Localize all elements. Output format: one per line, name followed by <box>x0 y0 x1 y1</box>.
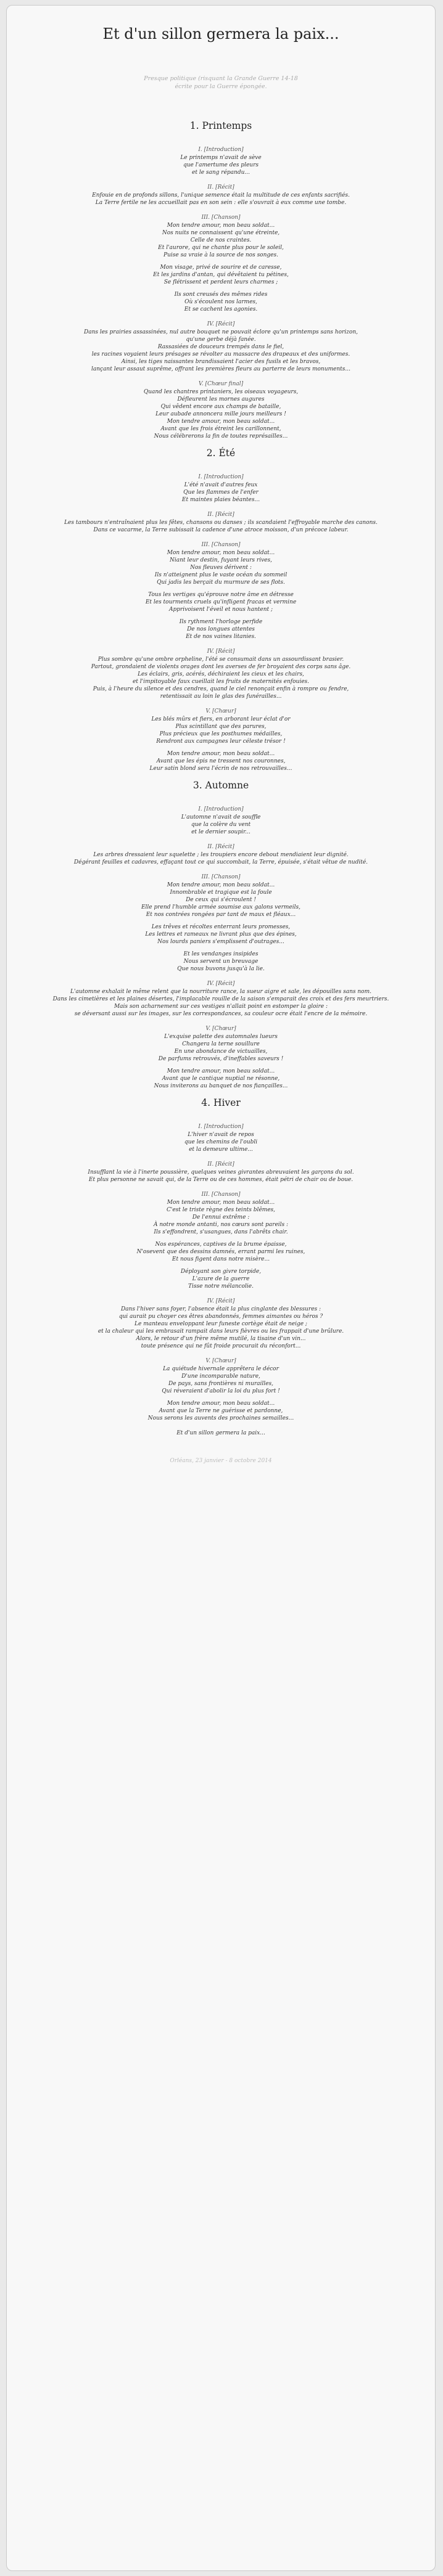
verse-line: L'automne exhalait le même relent que la nourriture rance, la sueur aigre et sale, les dépouilles sans nom. <box>70 989 371 995</box>
stanza-label: II. [Récit] <box>207 844 234 850</box>
verse-line: Ils rythment l'horloge perfide <box>179 619 263 625</box>
verse-line: N'osevent que des dessins damnés, errant parmi les ruines, <box>136 1249 305 1255</box>
verse-line: Déployant son givre torpide, <box>180 1269 262 1275</box>
verse-line: Nous inviterons au banquet de nos fiançailles... <box>154 1083 288 1089</box>
verse-line: Nous servent un breuvage <box>183 959 259 965</box>
stanza-label: IV. [Récit] <box>207 1298 235 1304</box>
verse-line: C'est le triste règne des teints blêmes, <box>166 1207 276 1213</box>
verse-line: Où s'écoulent nos larmes, <box>184 299 257 305</box>
verse-line: Apprivoisent l'éveil et nous hantent ; <box>168 607 273 613</box>
verse-line: Nos nuits ne connaissent qu'une étreinte, <box>162 230 280 236</box>
verse-line: Qui réveraient d'abolir la loi du plus fort ! <box>162 1388 280 1394</box>
verse-line: L'exquise palette des automnales lueurs <box>164 1034 278 1040</box>
stanza-gap <box>20 1395 421 1400</box>
verse-line: Les lettres et rameaux ne livrant plus que des épines, <box>145 931 297 938</box>
verse-line: lançant leur assaut suprême, offrant les premières fleurs au parterre de leurs monuments... <box>91 366 351 372</box>
stanza <box>20 1429 421 1437</box>
verse-line: Les trêves et récoltes enterrant leurs promesses, <box>151 924 291 930</box>
stanza-gap <box>20 613 421 618</box>
verse-line: Enfouie en de profonds sillons, l'unique semence était la multitude de ces enfants sacrifiés. <box>92 192 350 198</box>
stanza-label: IV. [Récit] <box>207 981 235 987</box>
stanza-gap <box>20 586 421 591</box>
verse-line: et le dernier soupir... <box>191 829 250 835</box>
verse-line: et la chaleur qui les embrasait rampait dans leurs fièvres ou les frappait d'une brûlure. <box>97 1328 344 1335</box>
verse-line: De parfums retrouvés, d'ineffables saveurs ! <box>158 1056 284 1062</box>
season-section <box>20 1097 421 1437</box>
verse-line: Innombrable et tragique est la foule <box>170 889 272 896</box>
stanza-label: II. [Récit] <box>207 512 234 518</box>
verse-line: Plus scintillant que des parures, <box>175 724 267 730</box>
stanza-label: III. [Chanson] <box>201 542 241 548</box>
verse-line: Insufflant la vie à l'inerte poussière, quelques veines givrantes abreuvaient les garçons du sol. <box>88 1169 354 1176</box>
verse-line: que la colère du vent <box>191 822 251 828</box>
stanza-label: I. [Introduction] <box>198 1124 244 1130</box>
verse-line: De ceux qui s'écroulent ! <box>186 897 256 903</box>
verse-line: Qui vêdent encore aux champs de bataille, <box>160 404 281 410</box>
verse-line: Partout, grondaient de violents orages dont les averses de fer broyaient des corps sans âge. <box>91 664 351 670</box>
verse-line: L'automne n'avait de souffle <box>181 814 261 820</box>
stanza <box>20 1191 421 1290</box>
verse-line: Qui jadis les berçait du murmure de ses flots. <box>157 579 285 586</box>
verse-line: L'été n'avait d'autres feux <box>184 482 258 488</box>
verse-line: et l'impitoyable faux cueillait les fruits de maternités enfouies. <box>132 679 310 685</box>
poem-sections <box>20 120 421 1437</box>
stanza-gap <box>20 918 421 923</box>
section-title: 2. Été <box>206 448 236 459</box>
verse-line: Ils n'atteignent plus le vaste océan du sommeil <box>154 572 288 578</box>
verse-line: Mon tendre amour, mon beau soldat... <box>167 1200 275 1206</box>
verse-line: De l'ennui extrême : <box>192 1214 250 1221</box>
verse-line: Mon tendre amour, mon beau soldat... <box>167 1068 275 1074</box>
verse-line: Les blés mûrs et fiers, en arborant leur éclat d'or <box>151 716 291 722</box>
verse-line: L'azure de la guerre <box>192 1276 250 1282</box>
verse-line: Avant que le cantique nuptial ne résonne, <box>162 1076 280 1082</box>
verse-line: Dans les prairies assassinées, nul autre bouquet ne pouvait éclore qu'un printemps sans horizon, <box>84 329 358 335</box>
stanza <box>20 321 421 373</box>
verse-line: Avant que les épis ne tressent nos couronnes, <box>156 758 286 764</box>
verse-line: Changera la terne souillure <box>182 1041 260 1047</box>
section-title: 4. Hiver <box>201 1097 241 1108</box>
verse-line: Se flétrissent et perdent leurs charmes ; <box>164 279 278 285</box>
stanza-gap <box>20 1263 421 1268</box>
verse-line: Et plus personne ne savait qui, de la Terre ou de ces hommes, était pétri de chair ou de boue. <box>88 1177 354 1183</box>
verse-line: Le manteau enveloppant leur funeste cortège était de neige ; <box>135 1321 307 1327</box>
poem-title: Et d'un sillon germera la paix... <box>102 25 339 43</box>
stanza <box>20 146 421 176</box>
stanza <box>20 1123 421 1153</box>
stanza-label: II. [Récit] <box>207 184 234 190</box>
verse-line: Et maintes plaies béantes... <box>181 497 260 503</box>
stanza-label: IV. [Récit] <box>207 321 235 327</box>
verse-line: Les arbres dressaient leur squelette ; les troupiers encore debout mendiaient leur dignité. <box>93 852 349 858</box>
verse-line: Et d'un sillon germera la paix... <box>176 1430 265 1436</box>
stanza <box>20 380 421 440</box>
stanza-gap <box>20 259 421 264</box>
verse-line: Puise sa vraie à la source de nos songes. <box>164 252 278 258</box>
verse-line: Dans les cimetières et les plaines désertes, l'implacable rouille de la saison s'emparait des croix et des fers meurtriers. <box>52 996 389 1002</box>
section-title: 3. Automne <box>193 780 249 791</box>
verse-line: Nous célébrerons la fin de toutes représailles... <box>154 433 288 440</box>
verse-line: Et nous figent dans notre misère... <box>172 1256 270 1262</box>
verse-line: De pays, sans frontières ni murailles, <box>168 1381 273 1387</box>
verse-line: Niant leur destin, fuyant leurs rives, <box>170 557 272 563</box>
verse-line: La Terre fertile ne les accueillait pas en son sein : elle s'ouvrait à eux comme une tombe. <box>95 200 347 206</box>
stanza <box>20 843 421 866</box>
stanza <box>20 541 421 640</box>
stanza <box>20 511 421 534</box>
verse-line: À notre monde antanti, nos cœurs sont pareils : <box>153 1222 289 1228</box>
subtitle-line: écrite pour la Guerre épongée. <box>175 83 267 90</box>
stanza <box>20 873 421 973</box>
verse-line: La quiétude hivernale apprêtera le décor <box>163 1366 279 1372</box>
stanza-label: V. [Chœur] <box>205 1358 236 1364</box>
poem-content <box>20 25 421 1464</box>
season-section <box>20 120 421 440</box>
stanza-label: III. [Chanson] <box>201 215 241 221</box>
verse-line: se déversant aussi sur les images, sur les correspondances, sa couleur ocre était l'encre de la mémoire. <box>74 1011 368 1017</box>
verse-line: Et se cachent les agonies. <box>184 306 258 313</box>
verse-line: Plus sombre qu'une ombre orpheline, l'été se consumait dans un assourdissant brasier. <box>97 656 344 663</box>
verse-line: Dans ce vacarme, la Terre subissait la cadence d'une atroce moisson, d'un précoce labeur. <box>93 527 349 533</box>
verse-line: Et nos contrées rongées par tant de maux et fléaux... <box>146 912 296 918</box>
season-section <box>20 780 421 1090</box>
verse-line: Avant que la Terre ne guérisse et pardonne, <box>159 1408 283 1414</box>
verse-line: Et les jardins d'antan, qui dévêtaient tu pétines, <box>153 272 289 278</box>
verse-line: Dans l'hiver sans foyer, l'absence était la plus cinglante des blessures : <box>120 1306 321 1312</box>
stanza-gap <box>20 1236 421 1241</box>
verse-line: Nos fleuves dérivent : <box>190 565 252 571</box>
verse-line: Alors, le retour d'un frère même mutilé, la tisaine d'un vin... <box>136 1336 306 1342</box>
verse-line: Celle de nos craintes. <box>190 237 252 243</box>
poem-footer: Orléans, 23 janvier - 8 octobre 2014 <box>170 1458 272 1464</box>
section-title: 1. Printemps <box>189 120 252 131</box>
stanza <box>20 473 421 504</box>
verse-line: D'une incomparable nature, <box>181 1373 260 1380</box>
verse-line: qu'une gerbe déjà fanée. <box>186 337 256 343</box>
verse-line: Puis, à l'heure du silence et des cendres, quand le ciel renonçait enfin à rompre ou fendre, <box>93 686 349 692</box>
stanza <box>20 1298 421 1350</box>
verse-line: Tisse notre mélancolie. <box>188 1283 254 1290</box>
verse-line: Et de nos vaines litanies. <box>186 634 256 640</box>
verse-line: et la demeure ultime... <box>189 1147 253 1153</box>
stanza-label: III. [Chanson] <box>201 1192 241 1198</box>
verse-line: Mon tendre amour, mon beau soldat... <box>167 882 275 888</box>
verse-line: que l'amertume des pleurs <box>183 162 259 168</box>
verse-line: et le sang répandu... <box>192 170 250 176</box>
verse-line: toute présence qui ne fût froide procurait du réconfort... <box>141 1343 301 1349</box>
season-section <box>20 448 421 772</box>
stanza <box>20 214 421 313</box>
stanza-label: V. [Chœur] <box>205 1026 236 1032</box>
stanza-label: II. [Récit] <box>207 1161 234 1167</box>
verse-line: Mais son acharnement sur ces vestiges n'allait point en estomper la gloire : <box>114 1004 328 1010</box>
subtitle-line: Presque politique (risquant la Grande Guerre 14-18 <box>144 75 298 82</box>
verse-line: Rassasiées de douceurs trempés dans le fiel, <box>157 344 284 350</box>
verse-line: En une abondance de victuailles, <box>174 1049 268 1055</box>
verse-line: Leur aubade annoncera mille jours meilleurs ! <box>155 411 286 417</box>
verse-line: L'hiver n'avait de repos <box>188 1132 254 1138</box>
verse-line: Les éclairs, gris, acérés, déchiraient les cieux et les chairs, <box>138 671 304 677</box>
stanza <box>20 1025 421 1090</box>
poem-card <box>6 5 436 2571</box>
stanza-label: IV. [Récit] <box>207 648 235 655</box>
verse-line: Elle prend l'humble armée soumise aux galons vermeils, <box>141 904 300 910</box>
verse-line: Le printemps n'avait de sève <box>180 155 262 161</box>
stanza-label: I. [Introduction] <box>198 147 244 153</box>
verse-line: Mon tendre amour, mon beau soldat... <box>167 223 275 229</box>
verse-line: Nous serons les auvents des prochaines semailles... <box>147 1415 294 1421</box>
verse-line: Plus précieux que les posthumes médailles, <box>159 731 283 737</box>
verse-line: Mon tendre amour, mon beau soldat... <box>167 751 275 757</box>
stanza-gap <box>20 745 421 750</box>
stanza-label: I. [Introduction] <box>198 474 244 480</box>
verse-line: Mon visage, privé de sourire et de caresse, <box>160 264 282 271</box>
verse-line: Mon tendre amour, mon beau soldat... <box>167 1400 275 1407</box>
stanza <box>20 1161 421 1184</box>
verse-line: les racines voyaient leurs présages se révolter au massacre des drapeaux et des uniformes. <box>91 351 350 358</box>
verse-line: Que les flammes de l'enfer <box>183 489 259 496</box>
verse-line: retentissait au loin le glas des funérailles... <box>160 693 282 700</box>
verse-line: Mon tendre amour, mon beau soldat... <box>167 419 275 425</box>
poem-subtitle <box>20 75 421 91</box>
verse-line: Nos espérances, captives de la brume épaisse, <box>155 1241 287 1248</box>
verse-line: De nos longues attentes <box>187 626 255 632</box>
verse-line: Défleurent les mornes augures <box>177 396 265 403</box>
verse-line: Les tambours n'entraînaient plus les fêtes, chansons ou danses ; ils scandaient l'effroyable marche des canons. <box>64 520 378 526</box>
verse-line: Tous les vertiges qu'éprouve notre âme en détresse <box>148 592 294 598</box>
verse-line: Ils sont creusés des mêmes rides <box>174 292 268 298</box>
stanza-gap <box>20 946 421 951</box>
verse-line: Et l'aurore, qui ne chante plus pour le soleil, <box>158 245 284 251</box>
verse-line: Mon tendre amour, mon beau soldat... <box>167 550 275 556</box>
verse-line: que les chemins de l'oubli <box>184 1139 258 1145</box>
stanza <box>20 184 421 206</box>
verse-line: Rendront aux campagnes leur céleste trésor ! <box>156 738 286 745</box>
verse-line: Et les vendanges insipides <box>183 951 259 957</box>
verse-line: Dégérant feuilles et cadavres, effaçant tout ce qui succombait, la Terre, épuisée, s'était vêtue de nudité. <box>73 859 368 865</box>
stanza-label: V. [Chœur] <box>205 708 236 714</box>
stanza <box>20 1357 421 1422</box>
verse-line: qui aurait pu choyer ces êtres abandonnés, femmes aimantes ou héros ? <box>118 1314 323 1320</box>
stanza-label: III. [Chanson] <box>201 874 241 880</box>
verse-line: Ainsi, les tiges naissantes brandissaient l'acier des fusils et les bravos, <box>121 359 321 365</box>
stanza-gap <box>20 286 421 291</box>
stanza-label: I. [Introduction] <box>198 806 244 812</box>
stanza <box>20 980 421 1018</box>
stanza <box>20 648 421 700</box>
verse-line: Et les tourments cruels qu'infligent fracas et vermine <box>145 599 297 605</box>
verse-line: Avant que les frois étreint les carillonnent, <box>160 426 281 432</box>
verse-line: Que nous buvons jusqu'à la lie. <box>177 966 265 972</box>
verse-line: Nos lourds paniers s'emplissent d'outrages... <box>157 939 284 945</box>
verse-line: Leur satin blond sera l'écrin de nos retrouvailles... <box>149 766 292 772</box>
stanza-label: V. [Chœur final] <box>198 381 244 387</box>
stanza <box>20 806 421 836</box>
stanza-gap <box>20 1063 421 1068</box>
verse-line: Ils s'effondrent, s'usangues, dans l'abrêts chair. <box>154 1229 288 1235</box>
verse-line: Quand les chantres printaniers, les oiseaux voyageurs, <box>143 389 299 395</box>
stanza <box>20 708 421 772</box>
